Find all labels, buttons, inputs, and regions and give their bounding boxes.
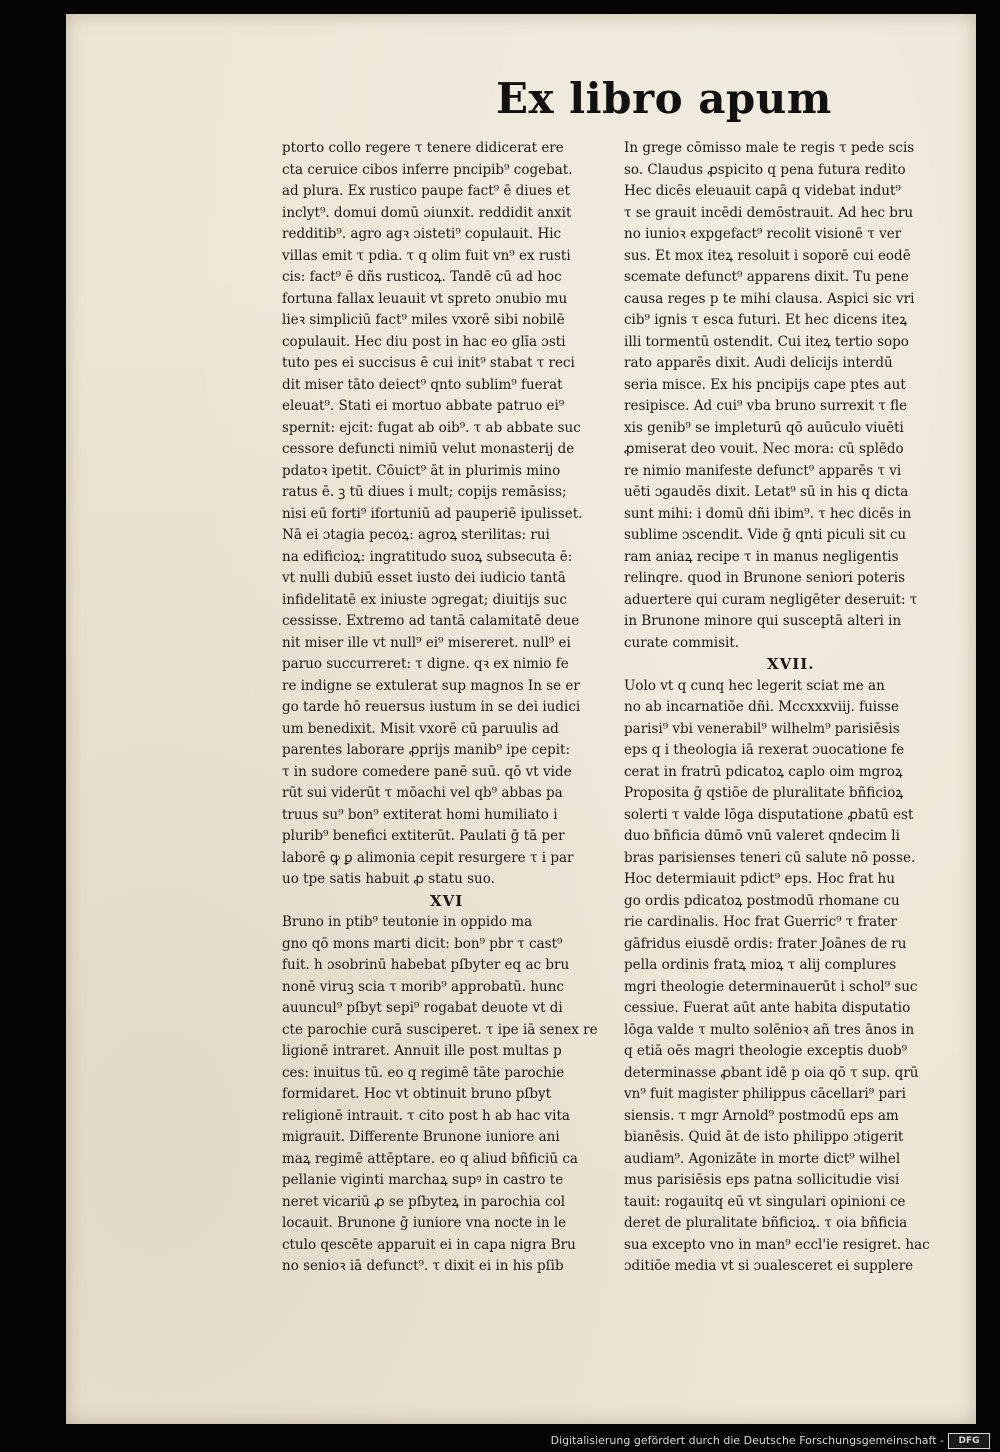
text-line: rato apparēs dixit. Audi delicijs interdū	[624, 355, 893, 371]
text-line: Uolo vt q cunq hec legerit sciat me an	[624, 677, 885, 694]
text-line: uo tpe satis habuit ꝓ statu suo.	[282, 871, 495, 887]
text-line: fortuna fallax leuauit vt spreto ɔnubio mu	[282, 290, 568, 307]
text-line: ad plura. Ex rustico paupe fact⁹ ē diues et	[282, 183, 570, 199]
text-line: cis: fact⁹ ē dñs rusticoꝝ. Tandē cū ad hoc	[282, 269, 562, 285]
text-line: In grege cōmisso male te regis τ pede scis	[624, 140, 915, 156]
text-line: sunt mihi: i domū dñi ibim⁹. τ hec dicēs in	[624, 505, 912, 522]
text-line: pdatoꝛ ipetit. Cōuict⁹ āt in plurimis mino	[282, 462, 561, 479]
text-line: τ se grauit incēdi demōstrauit. Ad hec bru	[624, 204, 914, 221]
text-line: q etiā oēs magri theologie exceptis duob⁹	[624, 1043, 908, 1059]
text-line: eps q i theologia iā rexerat ɔuocatione fe	[624, 742, 905, 758]
text-line: sublime ɔscendit. Vide ḡ qnti piculi sit cu	[624, 527, 907, 543]
text-line: relinqre. quod in Brunone seniori poteris	[624, 570, 906, 586]
text-line: parentes laborare ꝓprijs manib⁹ ipe cepit:	[282, 742, 571, 758]
text-line: mus parisiēsis eps patna sollicitudie visi	[624, 1172, 900, 1188]
text-line: cessisse. Extremo ad tantā calamitatē deue	[282, 613, 580, 629]
left-column-body-end	[282, 912, 622, 1278]
text-line: determinasse ꝓbant idē p oia qō τ sup. qrū	[624, 1064, 919, 1081]
text-line: spernit: ejcit: fugat ab oib⁹. τ ab abbate suc	[282, 419, 581, 436]
text-line: Nā ei ɔtagia pecoꝝ: agroꝝ sterilitas: rui	[282, 527, 550, 543]
text-line: eleuat⁹. Stati ei mortuo abbate patruo ei⁹	[282, 398, 565, 414]
text-line: re nimio manifeste defunct⁹ apparēs τ vi	[624, 462, 902, 479]
funding-credit: Digitalisierung gefördert durch die Deutsche Forschungsgemeinschaft -	[550, 1434, 944, 1447]
text-line: Proposita ḡ qstiōe de pluralitate bñficioꝝ	[624, 785, 904, 801]
text-line: causa reges p te mihi clausa. Aspici sic vri	[624, 290, 915, 307]
text-line: gno qō mons marti dicit: bon⁹ pbr τ cast⁹	[282, 935, 563, 952]
text-line: migrauit. Differente Brunone iuniore ani	[282, 1129, 560, 1145]
text-line: pellanie viginti marchaꝝ supꝰ in castro te	[282, 1172, 564, 1188]
right-column-body-start	[624, 138, 964, 654]
text-line: ram aniaꝝ recipe τ in manus negligentis	[624, 548, 899, 565]
text-line: audiam⁹. Agonizāte in morte dict⁹ wilhel	[624, 1150, 901, 1167]
text-line: re indigne se extulerat sup magnos In se er	[282, 677, 580, 694]
text-line: scemate defunct⁹ apparens dixit. Tu pene	[624, 269, 909, 285]
text-line: villas emit τ pdia. τ q olim fuit vn⁹ ex rusti	[282, 247, 571, 264]
text-line: no senioꝛ iā defunct⁹. τ dixit ei in his pſib	[282, 1258, 564, 1274]
text-line: Hoc determiauit pdict⁹ eps. Hoc frat hu	[624, 871, 895, 887]
text-line: bianēsis. Quid āt de isto philippo ɔtigerit	[624, 1129, 904, 1145]
text-line: pella ordinis fratꝝ mioꝝ τ alij complures	[624, 957, 897, 973]
text-line: vt nulli dubiū esset iusto dei iudicio tantā	[282, 570, 566, 586]
text-line: aduertere qui curam negligēter deseruit: τ	[624, 591, 918, 608]
text-line: so. Claudus ꝓspicito q pena futura redito	[624, 161, 906, 178]
text-line: cte parochie curā susciperet. τ ipe iā senex re	[282, 1021, 598, 1038]
text-line: um benedixit. Misit vxorē cū paruulis ad	[282, 720, 559, 737]
text-line: τ in sudore comedere panē suū. qō vt vide	[282, 763, 572, 780]
text-line: copulauit. Hec diu post in hac eo glīa ɔsti	[282, 333, 566, 350]
dfg-logo: DFG	[948, 1433, 990, 1449]
left-text-column	[282, 138, 622, 1274]
text-line: no iunioꝛ expgefact⁹ recolit visionē τ ver	[624, 226, 902, 242]
text-line: in Brunone minore qui susceptā alteri in	[624, 613, 902, 629]
text-line: lieꝛ simpliciū fact⁹ miles vxorē sibi nobilē	[282, 312, 565, 328]
text-line: cerat in fratrū pdicatoꝝ caplo oim mgroꝝ	[624, 763, 903, 780]
text-line: cessiue. Fuerat aūt ante habita disputatio	[624, 1000, 911, 1016]
text-line: ligionē intraret. Annuit ille post multas p	[282, 1043, 562, 1059]
text-line: dit miser tāto deiect⁹ qnto sublim⁹ fuerat	[282, 376, 563, 393]
text-line: deret de pluralitate bñficioꝝ. τ oia bñficia	[624, 1215, 908, 1231]
text-line: neret vicariū ꝓ se pſbyteꝝ in parochia col	[282, 1193, 566, 1210]
text-line: Hec dicēs eleuauit capā q videbat indut⁹	[624, 183, 901, 199]
left-column-body-start	[282, 138, 622, 891]
text-line: cib⁹ ignis τ esca futuri. Et hec dicens iteꝝ	[624, 312, 908, 328]
text-line: Bruno in ptib⁹ teutonie in oppido ma	[282, 914, 533, 930]
text-line: paruo succurreret: τ digne. qꝛ ex nimio fe	[282, 656, 569, 672]
text-line: lōga valde τ multo solēnioꝛ añ tres ānos in	[624, 1021, 915, 1038]
text-line: cessore defuncti nimiū velut monasterij de	[282, 441, 575, 457]
text-line: locauit. Brunone ḡ iuniore vna nocte in le	[282, 1215, 567, 1231]
text-line: ꝓmiserat deo vouit. Nec mora: cū splēdo	[624, 441, 904, 457]
text-line: laborē ꝙ ꝑ alimonia cepit resurgere τ i par	[282, 849, 574, 866]
text-line: gāfridus eiusdē ordis: frater Joānes de ru	[624, 935, 907, 952]
chapter-heading-xvi: XVI	[430, 891, 464, 910]
text-line: solerti τ valde lōga disputatione ꝓbatū est	[624, 806, 914, 823]
text-line: go tarde hō reuersus iustum in se dei iudici	[282, 699, 581, 715]
text-line: mgri theologie determinauerūt i schol⁹ suc	[624, 978, 918, 995]
text-line: seria misce. Ex his pncipijs cape ptes aut	[624, 376, 906, 393]
text-line: rūt sui viderūt τ mōachi vel qb⁹ abbas pa	[282, 785, 563, 801]
text-line: uēti ɔgaudēs dixit. Letat⁹ sū in his q dicta	[624, 484, 909, 500]
text-line: tuto pes ei succisus ē cui init⁹ stabat τ reci	[282, 355, 575, 371]
text-line: ptorto collo regere τ tenere didicerat ere	[282, 140, 564, 156]
text-line: fuit. h ɔsobrinū habebat pſbyter eq ac bru	[282, 957, 570, 973]
text-line: sua excepto vno in man⁹ eccl'ie resigret. hac	[624, 1236, 930, 1253]
text-line: rie cardinalis. Hoc frat Guerric⁹ τ frater	[624, 914, 898, 930]
text-line: ctulo qescēte apparuit ei in capa nigra Bru	[282, 1236, 576, 1253]
text-line: no ab incarnatiōe dñi. Mccxxxviij. fuisse	[624, 699, 899, 715]
text-line: duo bñficia dūmō vnū valeret qndecim li	[624, 828, 900, 844]
text-line: inclyt⁹. domui domū ɔiunxit. reddidit anxit	[282, 204, 572, 221]
text-line: auuncul⁹ pſbyt sepi⁹ rogabat deuote vt di	[282, 1000, 563, 1016]
text-line: cta ceruice cibos inferre pncipib⁹ cogebat.	[282, 161, 573, 178]
text-line: ratus ē. ꝫ tū diues i mult; copijs remāsiss;	[282, 484, 567, 500]
text-line: maꝝ regimē attēptare. eo q aliud bñficiū ca	[282, 1150, 578, 1167]
text-line: ɔditiōe media vt si ɔualesceret ei supplere	[624, 1258, 914, 1274]
text-line: xis genib⁹ se impleturū qō auūculo viuēti	[624, 419, 904, 436]
text-line: parisi⁹ vbi venerabil⁹ wilhelm⁹ parisiēsis	[624, 720, 900, 737]
text-line: go ordis pdicatoꝝ postmodū rhomane cu	[624, 892, 900, 909]
text-line: vn⁹ fuit magister philippus cācellari⁹ pari	[624, 1086, 906, 1102]
text-line: sus. Et mox iteꝝ resoluit i soporē cui eodē	[624, 247, 911, 264]
text-line: siensis. τ mgr Arnold⁹ postmodū eps am	[624, 1107, 899, 1124]
text-line: nisi eū forti⁹ ifortuniū ad pauperiē ipulisset.	[282, 505, 583, 522]
chapter-heading-xvii: XVII.	[767, 655, 815, 673]
text-line: redditib⁹. agro agꝛ ɔisteti⁹ copulauit. Hic	[282, 226, 562, 242]
text-line: bras parisienses teneri cū salute nō posse.	[624, 849, 916, 866]
text-line: truus su⁹ bon⁹ extiterat homi humiliato i	[282, 806, 558, 823]
running-title: Ex libro apum	[496, 74, 832, 123]
text-line: formidaret. Hoc vt obtinuit bruno pſbyt	[282, 1086, 552, 1102]
text-line: infidelitatē ex iniuste ɔgregat; diuitijs suc	[282, 591, 567, 608]
text-line: resipisce. Ad cui⁹ vba bruno surrexit τ fle	[624, 398, 908, 414]
text-line: religionē intrauit. τ cito post h ab hac vita	[282, 1107, 570, 1124]
right-text-column	[624, 138, 964, 1274]
text-line: curate commisit.	[624, 634, 740, 651]
text-line: tauit: rogauitq eū vt singulari opinioni ce	[624, 1193, 906, 1210]
text-line: na edificioꝝ: ingratitudo suoꝝ subsecuta ē:	[282, 548, 573, 565]
text-line: illi tormentū ostendit. Cui iteꝝ tertio sopo	[624, 333, 909, 350]
text-line: plurib⁹ benefici extiterūt. Paulati ḡ tā per	[282, 828, 565, 844]
text-line: ces: inuitus tū. eo q regimē tāte parochie	[282, 1064, 565, 1081]
text-line: nonē viruꝫ scia τ morib⁹ approbatū. hunc	[282, 978, 564, 995]
text-line: nit miser ille vt null⁹ ei⁹ misereret. null⁹ ei	[282, 634, 571, 651]
right-column-body-end	[624, 676, 964, 1278]
